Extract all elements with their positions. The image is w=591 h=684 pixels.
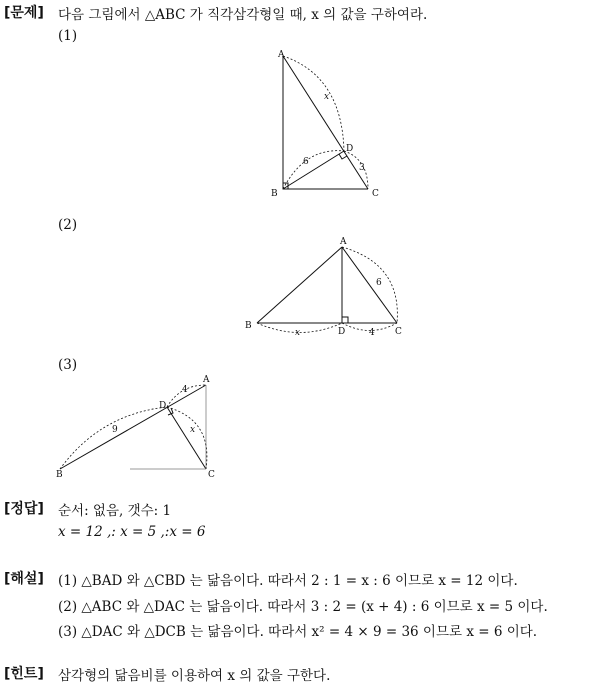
part-3-label: (3) <box>58 357 78 373</box>
fig1-label-b: B <box>271 189 278 199</box>
answer-line-1: 순서: 없음, 갯수: 1 <box>58 503 172 519</box>
fig1-label-c: C <box>372 189 379 199</box>
answer-tag: [정답] <box>4 501 44 517</box>
fig1-length-3: 3 <box>359 163 365 173</box>
figure-2 <box>240 232 415 344</box>
fig3-label-b: B <box>56 470 63 480</box>
figure-3 <box>50 370 230 482</box>
fig1-label-a: A <box>278 50 285 60</box>
hint-tag: [힌트] <box>4 666 44 682</box>
problem-tag: [문제] <box>4 5 44 21</box>
fig2-length-6: 6 <box>376 278 382 288</box>
figure-1 <box>260 44 400 204</box>
fig3-segment-dc <box>167 407 206 469</box>
part-1-label: (1) <box>58 28 78 44</box>
fig3-label-a: A <box>203 375 210 385</box>
part-2-label: (2) <box>58 217 78 233</box>
fig3-length-9: 9 <box>112 425 118 435</box>
fig2-length-x: x <box>295 328 301 338</box>
answer-line-2: x = 12 ,: x = 5 ,:x = 6 <box>58 524 206 540</box>
fig3-label-c: C <box>208 470 215 480</box>
fig1-label-d: D <box>346 144 354 154</box>
fig1-length-x: x <box>324 92 330 102</box>
solution-line-1: (1) △BAD 와 △CBD 는 닮음이다. 따라서 2 : 1 = x : 6 이므로 x = 12 이다. <box>58 573 518 589</box>
fig3-side-ab <box>60 385 206 469</box>
fig2-side-ac <box>342 247 397 323</box>
fig2-side-ab <box>257 247 342 323</box>
fig1-side-ac <box>283 56 368 189</box>
fig2-right-angle-d <box>342 317 348 323</box>
fig3-label-d: D <box>159 401 167 411</box>
fig3-length-x: x <box>190 425 196 435</box>
fig2-length-4: 4 <box>369 328 375 338</box>
fig1-length-6: 6 <box>303 157 309 167</box>
fig2-label-d: D <box>338 327 346 337</box>
solution-tag: [해설] <box>4 571 44 587</box>
fig3-length-4: 4 <box>182 385 188 395</box>
solution-line-3: (3) △DAC 와 △DCB 는 닮음이다. 따라서 x² = 4 × 9 = 36 이므로 x = 6 이다. <box>58 624 538 640</box>
fig2-label-b: B <box>245 321 252 331</box>
fig2-label-a: A <box>340 237 347 247</box>
problem-statement: 다음 그림에서 △ABC 가 직각삼각형일 때, x 의 값을 구하여라. <box>58 7 428 23</box>
fig2-label-c: C <box>395 327 402 337</box>
hint-text: 삼각형의 닮음비를 이용하여 x 의 값을 구한다. <box>58 668 331 684</box>
fig1-segment-bd <box>283 151 344 189</box>
solution-line-2: (2) △ABC 와 △DAC 는 닮음이다. 따라서 3 : 2 = (x + 4) : 6 이므로 x = 5 이다. <box>58 599 548 615</box>
